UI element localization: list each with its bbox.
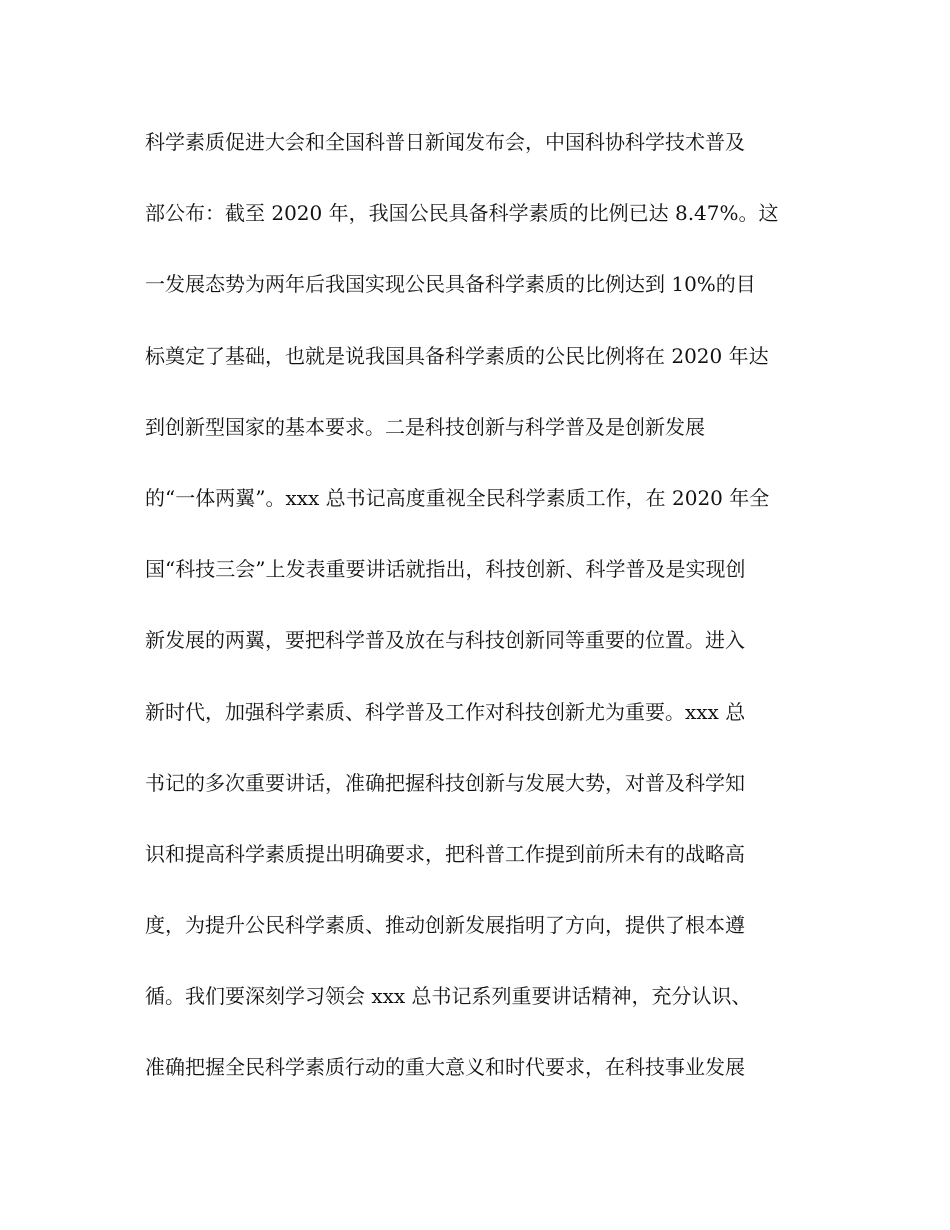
- text-line: 度，为提升公民科学素质、推动创新发展指明了方向，提供了根本遵: [145, 913, 745, 938]
- text-line: 科学素质促进大会和全国科普日新闻发布会，中国科协科学技术普及: [145, 130, 745, 154]
- text-line: 循。我们要深刻学习领会 xxx 总书记系列重要讲话精神，充分认识、: [145, 984, 752, 1009]
- text-line: 的“一体两翼”。xxx 总书记高度重视全民科学素质工作，在 2020 年全: [145, 485, 770, 510]
- text-line: 准确把握全民科学素质行动的重大意义和时代要求，在科技事业发展: [145, 1055, 745, 1080]
- text-line: 新时代，加强科学素质、科学普及工作对科技创新尤为重要。xxx 总: [145, 699, 746, 724]
- text-line: 一发展态势为两年后我国实现公民具备科学素质的比例达到 10%的目: [145, 272, 756, 297]
- text-line: 到创新型国家的基本要求。二是科技创新与科学普及是创新发展: [145, 414, 705, 439]
- text-line: 国“科技三会”上发表重要讲话就指出，科技创新、科学普及是实现创: [145, 557, 746, 582]
- text-line: 书记的多次重要讲话，准确把握科技创新与发展大势，对普及科学知: [145, 770, 745, 795]
- text-line: 识和提高科学素质提出明确要求，把科普工作提到前所未有的战略高: [145, 841, 745, 866]
- text-line: 标奠定了基础，也就是说我国具备科学素质的公民比例将在 2020 年达: [145, 343, 769, 368]
- text-line: 新发展的两翼，要把科学普及放在与科技创新同等重要的位置。进入: [145, 628, 745, 653]
- text-line: 部公布：截至 2020 年，我国公民具备科学素质的比例已达 8.47%。这: [145, 201, 779, 226]
- body-text: [145, 122, 825, 1119]
